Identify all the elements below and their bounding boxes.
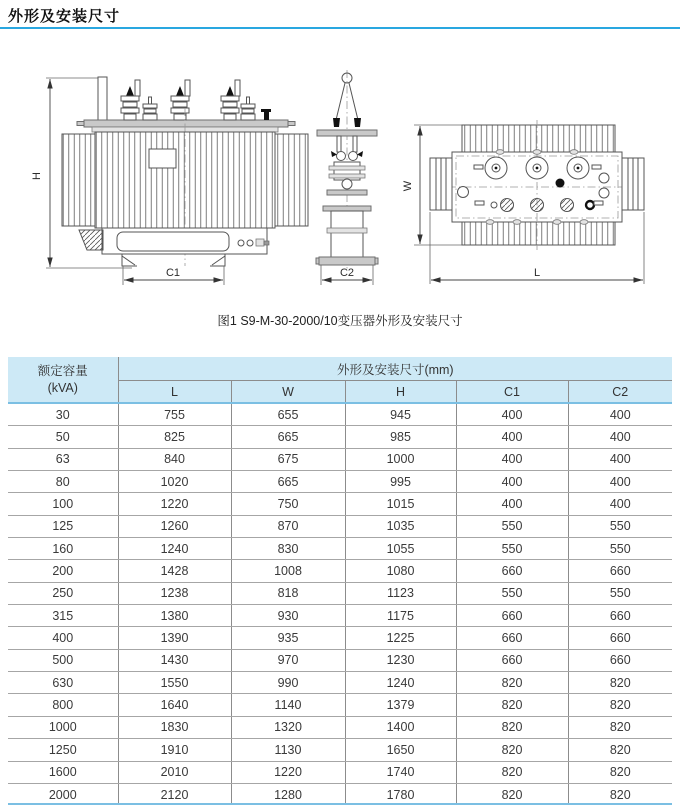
- cell-dimension: 1400: [345, 716, 456, 738]
- front-view: [31, 77, 308, 285]
- cell-dimension: 1780: [345, 783, 456, 805]
- cell-dimension: 400: [456, 471, 568, 493]
- cell-dimension: 400: [568, 403, 672, 426]
- hv-bushings: [121, 80, 240, 120]
- cell-dimension: 660: [568, 560, 672, 582]
- cell-rated-capacity: 800: [8, 694, 118, 716]
- cell-dimension: 840: [118, 448, 231, 470]
- table-bottom-border: [8, 803, 672, 805]
- cell-dimension: 820: [456, 716, 568, 738]
- col-header-L: L: [118, 381, 231, 404]
- dimension-table: [8, 357, 672, 805]
- table-row: [8, 672, 672, 694]
- oil-plug-knob: [261, 109, 271, 112]
- cell-rated-capacity: 160: [8, 538, 118, 560]
- cell-dimension: 750: [231, 493, 345, 515]
- rated-capacity-line2: (kVA): [47, 380, 78, 395]
- top-fins-lower: [462, 222, 615, 245]
- cell-rated-capacity: 200: [8, 560, 118, 582]
- cell-dimension: 820: [568, 694, 672, 716]
- cell-dimension: 1260: [118, 515, 231, 537]
- cell-dimension: 655: [231, 403, 345, 426]
- cell-dimension: 1230: [345, 649, 456, 671]
- dimension-table-body: [8, 403, 672, 805]
- cell-dimension: 1240: [345, 672, 456, 694]
- col-header-W: W: [231, 381, 345, 404]
- cell-dimension: 660: [568, 605, 672, 627]
- cell-dimension: 820: [456, 739, 568, 761]
- cell-dimension: 820: [568, 761, 672, 783]
- col-header-rated-capacity: [8, 357, 118, 403]
- cell-dimension: 1640: [118, 694, 231, 716]
- cell-dimension: 550: [568, 538, 672, 560]
- cell-dimension: 400: [456, 493, 568, 515]
- cell-dimension: 2120: [118, 783, 231, 805]
- table-row: [8, 627, 672, 649]
- cell-dimension: 1650: [345, 739, 456, 761]
- cell-dimension: 1130: [231, 739, 345, 761]
- cell-dimension: 1740: [345, 761, 456, 783]
- cell-dimension: 820: [568, 783, 672, 805]
- page-title: 外形及安装尺寸: [8, 8, 121, 25]
- cell-dimension: 660: [568, 649, 672, 671]
- cell-dimension: 1240: [118, 538, 231, 560]
- cell-dimension: 1175: [345, 605, 456, 627]
- cell-rated-capacity: 2000: [8, 783, 118, 805]
- drain-valve: [256, 239, 264, 246]
- title-underline: [0, 27, 680, 29]
- table-row: [8, 493, 672, 515]
- cell-dimension: 1055: [345, 538, 456, 560]
- cell-dimension: 400: [568, 426, 672, 448]
- cell-dimension: 820: [456, 783, 568, 805]
- cell-dimension: 1430: [118, 649, 231, 671]
- cell-dimension: 550: [456, 538, 568, 560]
- table-row: [8, 471, 672, 493]
- top-fins-upper: [462, 125, 615, 152]
- cell-dimension: 755: [118, 403, 231, 426]
- cell-dimension: 1379: [345, 694, 456, 716]
- table-row: [8, 582, 672, 604]
- cell-dimension: 660: [456, 627, 568, 649]
- cell-dimension: 550: [568, 582, 672, 604]
- cell-dimension: 820: [456, 694, 568, 716]
- cell-dimension: 1008: [231, 560, 345, 582]
- dim-label-h: H: [31, 172, 43, 180]
- cell-dimension: 1140: [231, 694, 345, 716]
- cell-dimension: 1280: [231, 783, 345, 805]
- dim-label-c2: C2: [339, 267, 355, 279]
- cell-dimension: 1123: [345, 582, 456, 604]
- table-row: [8, 560, 672, 582]
- table-row: [8, 716, 672, 738]
- cell-rated-capacity: 630: [8, 672, 118, 694]
- cell-rated-capacity: 30: [8, 403, 118, 426]
- cell-dimension: 1000: [345, 448, 456, 470]
- table-row: [8, 694, 672, 716]
- cell-rated-capacity: 400: [8, 627, 118, 649]
- pipe: [98, 77, 107, 120]
- cell-dimension: 550: [456, 515, 568, 537]
- cell-dimension: 660: [456, 560, 568, 582]
- cell-dimension: 985: [345, 426, 456, 448]
- cell-dimension: 945: [345, 403, 456, 426]
- cell-dimension: 970: [231, 649, 345, 671]
- cell-rated-capacity: 100: [8, 493, 118, 515]
- base-skid: [117, 232, 229, 251]
- table-row: [8, 761, 672, 783]
- cell-rated-capacity: 315: [8, 605, 118, 627]
- right-radiator: [275, 134, 308, 226]
- figure-caption: 图1 S9-M-30-2000/10变压器外形及安装尺寸: [217, 314, 463, 328]
- cell-dimension: 870: [231, 515, 345, 537]
- cell-rated-capacity: 500: [8, 649, 118, 671]
- table-row: [8, 448, 672, 470]
- figure-area: [0, 50, 680, 302]
- table-row: [8, 783, 672, 805]
- cell-dimension: 1220: [231, 761, 345, 783]
- cell-dimension: 820: [456, 761, 568, 783]
- cell-dimension: 400: [568, 471, 672, 493]
- top-view: [402, 120, 644, 284]
- cell-dimension: 1020: [118, 471, 231, 493]
- cell-dimension: 820: [568, 716, 672, 738]
- cell-dimension: 660: [568, 627, 672, 649]
- cell-dimension: 818: [231, 582, 345, 604]
- cell-dimension: 660: [456, 605, 568, 627]
- side-view: [316, 70, 378, 285]
- cell-dimension: 930: [231, 605, 345, 627]
- table-row: [8, 605, 672, 627]
- cell-dimension: 1238: [118, 582, 231, 604]
- cell-dimension: 1428: [118, 560, 231, 582]
- cell-rated-capacity: 125: [8, 515, 118, 537]
- cell-dimension: 400: [456, 426, 568, 448]
- cell-dimension: 825: [118, 426, 231, 448]
- cell-dimension: 1015: [345, 493, 456, 515]
- col-header-H: H: [345, 381, 456, 404]
- cell-dimension: 665: [231, 471, 345, 493]
- table-row: [8, 739, 672, 761]
- cell-dimension: 1550: [118, 672, 231, 694]
- cell-dimension: 1390: [118, 627, 231, 649]
- cell-dimension: 1830: [118, 716, 231, 738]
- cell-dimension: 1320: [231, 716, 345, 738]
- cell-rated-capacity: 250: [8, 582, 118, 604]
- cell-dimension: 830: [231, 538, 345, 560]
- table-row: [8, 649, 672, 671]
- lv-bushings: [143, 97, 271, 120]
- cell-dimension: 1080: [345, 560, 456, 582]
- cell-dimension: 2010: [118, 761, 231, 783]
- col-header-C1: C1: [456, 381, 568, 404]
- cell-rated-capacity: 63: [8, 448, 118, 470]
- transformer-drawing: [0, 50, 680, 302]
- cell-rated-capacity: 50: [8, 426, 118, 448]
- dim-label-w: W: [402, 180, 414, 192]
- dim-label-c1: C1: [165, 267, 181, 279]
- cell-dimension: 990: [231, 672, 345, 694]
- cell-dimension: 1380: [118, 605, 231, 627]
- dimension-table-wrap: [8, 357, 672, 805]
- cell-rated-capacity: 1250: [8, 739, 118, 761]
- table-row: [8, 403, 672, 426]
- left-rail: [430, 158, 452, 210]
- cell-dimension: 820: [568, 672, 672, 694]
- cell-dimension: 1225: [345, 627, 456, 649]
- cell-dimension: 820: [568, 739, 672, 761]
- col-group-header-dimensions: 外形及安装尺寸(mm): [118, 357, 672, 381]
- cell-dimension: 820: [456, 672, 568, 694]
- cell-dimension: 995: [345, 471, 456, 493]
- right-rail: [622, 158, 644, 210]
- table-row: [8, 538, 672, 560]
- hv-bushings-top: [485, 157, 589, 179]
- col-header-C2: C2: [568, 381, 672, 404]
- cell-dimension: 1910: [118, 739, 231, 761]
- cell-dimension: 665: [231, 426, 345, 448]
- cell-rated-capacity: 1600: [8, 761, 118, 783]
- cell-dimension: 400: [568, 448, 672, 470]
- table-row: [8, 426, 672, 448]
- cell-dimension: 935: [231, 627, 345, 649]
- cell-dimension: 400: [568, 493, 672, 515]
- thermometer-pocket: [79, 230, 103, 250]
- side-base-plate: [319, 257, 375, 265]
- cell-dimension: 660: [456, 649, 568, 671]
- cell-dimension: 1035: [345, 515, 456, 537]
- left-radiator: [62, 134, 95, 226]
- cell-dimension: 1220: [118, 493, 231, 515]
- cell-dimension: 550: [456, 582, 568, 604]
- nameplate: [149, 149, 176, 168]
- cell-rated-capacity: 1000: [8, 716, 118, 738]
- table-row: [8, 515, 672, 537]
- cell-rated-capacity: 80: [8, 471, 118, 493]
- cell-dimension: 550: [568, 515, 672, 537]
- rated-capacity-line1: 额定容量: [37, 363, 88, 378]
- dim-label-l: L: [533, 267, 541, 279]
- cell-dimension: 400: [456, 448, 568, 470]
- cell-dimension: 675: [231, 448, 345, 470]
- cell-dimension: 400: [456, 403, 568, 426]
